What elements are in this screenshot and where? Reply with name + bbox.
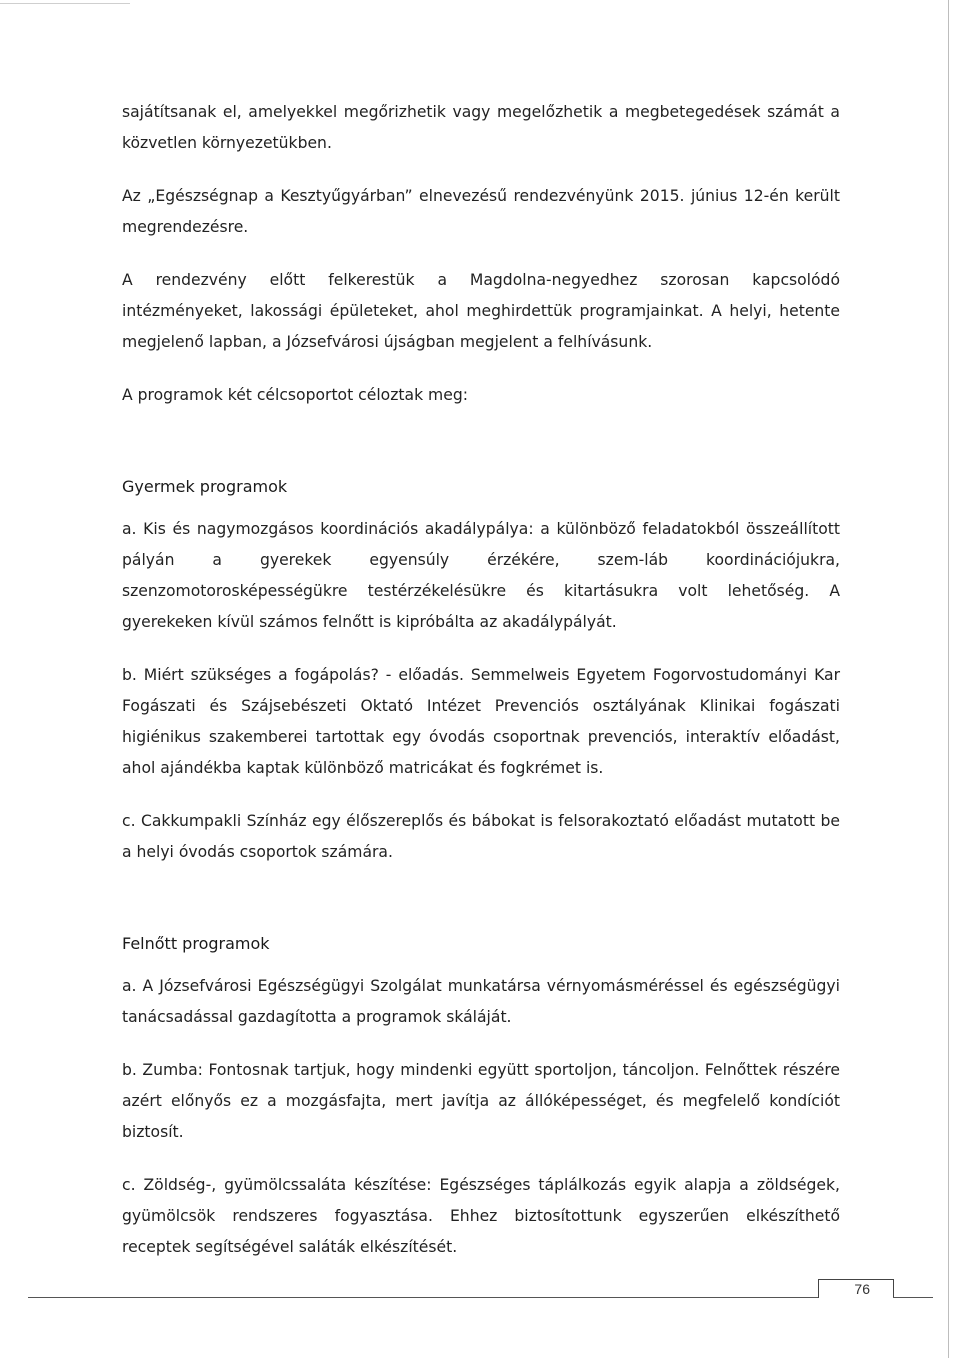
page-edge-top <box>0 3 130 4</box>
adults-item-c: c. Zöldség-, gyümölcssaláta készítése: Egészséges táplálkozás egyik alapja a zöldségek, gyümölcsök rendszeres fogyasztása. Ehhez biztosítottunk egyszerűen elkészíthető receptek segítségével saláták elkészítését. <box>122 1176 840 1256</box>
footer-rule-right <box>893 1297 933 1298</box>
adults-item-a: a. A Józsefvárosi Egészségügyi Szolgálat munkatársa vérnyomásméréssel és egészségügyi tanácsadással gazdagította a programok skáláját. <box>122 977 840 1026</box>
paragraph-event-date: Az „Egészségnap a Kesztyűgyárban” elnevezésű rendezvényünk 2015. június 12-én került megrendezésre. <box>122 187 840 236</box>
children-item-a: a. Kis és nagymozgásos koordinációs akadálypálya: a különböző feladatokból összeállított pályán a gyerekek egyensúly érzékére, szem-láb koordinációjukra, szenzomotorosképességükre testérzékelésükre és kitartásukra volt lehetőség. A gyerekeken kívül számos felnőtt is kipróbálta az akadálypályát. <box>122 520 840 631</box>
paragraph-intro-1: sajátítsanak el, amelyekkel megőrizhetik vagy megelőzhetik a megbetegedések számát a közvetlen környezetükben. <box>122 103 840 152</box>
footer-rule-left <box>28 1297 818 1298</box>
document-body <box>122 97 840 1263</box>
adults-item-b: b. Zumba: Fontosnak tartjuk, hogy mindenki együtt sportoljon, táncoljon. Felnőttek részére azért előnyős ez a mozgásfajta, mert javítja az állóképességet, és megfelelő kondíciót biztosít. <box>122 1061 840 1141</box>
paragraph-promotion: A rendezvény előtt felkerestük a Magdolna-negyedhez szorosan kapcsolódó intézményeket, lakossági épületeket, ahol meghirdettük programjainkat. A helyi, hetente megjelenő lapban, a Józsefvárosi újságban megjelent a felhívásunk. <box>122 271 840 351</box>
section-heading-adults: Felnőtt programok <box>122 934 270 953</box>
children-item-b: b. Miért szükséges a fogápolás? - előadás. Semmelweis Egyetem Fogorvostudományi Kar Fogászati és Szájsebészeti Oktató Intézet Prevenciós osztályának Klinikai fogászati higiénikus szakemberei tartottak egy óvodás csoportnak prevenciós, interaktív előadást, ahol ajándékba kaptak különböző matricákat és fogkrémet is. <box>122 666 840 777</box>
section-heading-children: Gyermek programok <box>122 477 288 496</box>
page-edge-right <box>948 0 949 1358</box>
children-item-c: c. Cakkumpakli Színház egy élőszereplős és bábokat is felsorakoztató előadást mutatott be a helyi óvodás csoportok számára. <box>122 812 840 861</box>
page-number: 76 <box>854 1281 870 1297</box>
paragraph-target-groups: A programok két célcsoportot céloztak meg: <box>122 386 468 404</box>
